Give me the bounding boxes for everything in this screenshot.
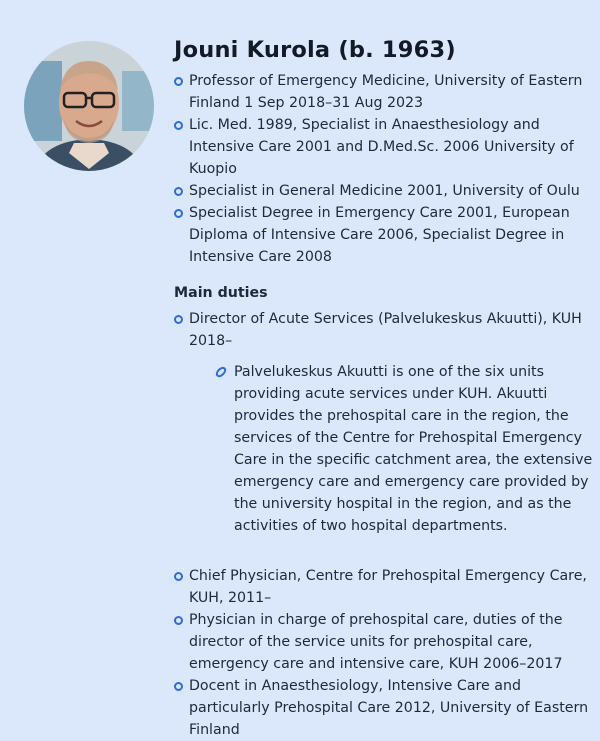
credentials-list — [174, 70, 594, 268]
profile-content — [174, 30, 594, 741]
duty-item: Physician in charge of prehospital care, duties of the director of the service units for prehospital care, emergency care and intensive care, KUH 2006–2017 — [174, 609, 594, 675]
duty-item — [174, 308, 594, 537]
credential-item: Specialist in General Medicine 2001, University of Oulu — [174, 180, 594, 202]
duty-item-text: Director of Acute Services (Palvelukeskus Akuutti), KUH 2018– — [189, 311, 582, 349]
credential-item: Lic. Med. 1989, Specialist in Anaesthesiology and Intensive Care 2001 and D.Med.Sc. 2006 University of Kuopio — [174, 114, 594, 180]
duties-heading: Main duties — [174, 285, 268, 301]
duty-item: Docent in Anaesthesiology, Intensive Care and particularly Prehospital Care 2012, University of Eastern Finland — [174, 675, 594, 741]
credential-item: Professor of Emergency Medicine, University of Eastern Finland 1 Sep 2018–31 Aug 2023 — [174, 70, 594, 114]
duty-detail-item: Palvelukeskus Akuutti is one of the six units providing acute services under KUH. Akuutti provides the prehospital care in the region, the services of the Centre for Prehospital Emergency Care in the specific catchment area, the extensive emergency care and emergency care provided by the university hospital in the region, and as the activities of two hospital departments. — [216, 361, 594, 537]
profile-name: Jouni Kurola (b. 1963) — [174, 37, 456, 63]
duty-detail-list — [216, 361, 594, 537]
duty-item: Chief Physician, Centre for Prehospital Emergency Care, KUH, 2011– — [174, 565, 594, 609]
profile-photo — [24, 41, 154, 171]
credential-item: Specialist Degree in Emergency Care 2001, European Diploma of Intensive Care 2006, Specialist Degree in Intensive Care 2008 — [174, 202, 594, 268]
duties-list — [174, 308, 594, 741]
